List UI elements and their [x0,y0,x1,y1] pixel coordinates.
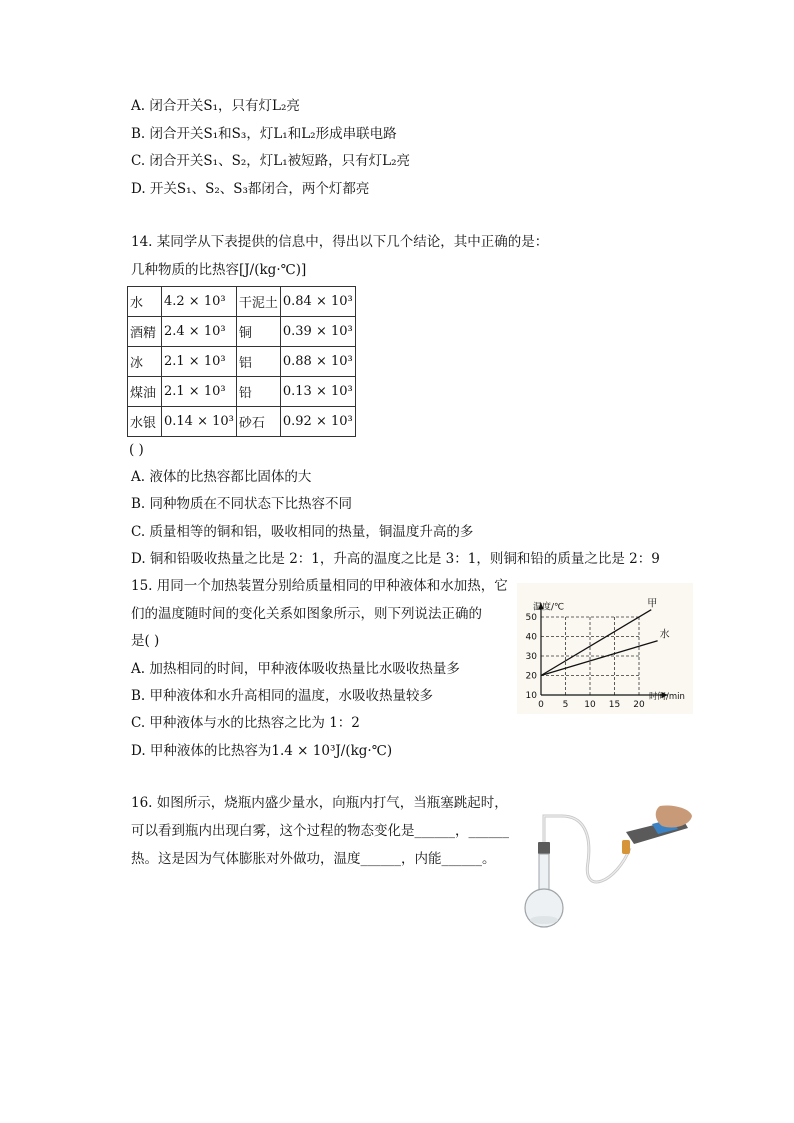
q16-line-3: 热。这是因为气体膨胀对外做功，温度______，内能______。 [131,851,496,867]
specific-heat-value: 0.39 × 10³ [280,317,355,347]
water-in-flask [530,916,558,924]
substance-name: 水银 [128,407,162,437]
substance-name: 水 [128,287,162,317]
specific-heat-value: 2.4 × 10³ [162,317,237,347]
specific-heat-value: 0.13 × 10³ [280,377,355,407]
x-tick-label: 20 [633,700,645,710]
y-tick-label: 50 [525,613,537,623]
substance-name: 干泥土 [236,287,280,317]
series-label: 水 [659,629,670,641]
substance-name: 酒精 [128,317,162,347]
table-row [128,287,356,317]
q13-option-a: A. 闭合开关S₁，只有灯L₂亮 [131,98,300,114]
substance-name: 铝 [236,347,280,377]
q15-stem-line-1: 15. 用同一个加热装置分别给质量相同的甲种液体和水加热，它 [131,578,508,594]
y-tick-label: 40 [525,632,537,643]
q14-answer-bracket: ( ) [129,442,144,458]
y-tick-label: 20 [525,671,537,682]
table-row [128,377,356,407]
q14-stem: 14. 某同学从下表提供的信息中，得出以下几个结论，其中正确的是： [131,234,549,250]
specific-heat-value: 0.88 × 10³ [280,347,355,377]
flask-pump-illustration [522,802,694,930]
x-tick-label: 15 [608,700,621,710]
substance-name: 煤油 [128,377,162,407]
substance-name: 铜 [236,317,280,347]
flask-neck [539,854,549,894]
q13-option-d: D. 开关S₁、S₂、S₃都闭合，两个灯都亮 [131,181,370,197]
q14-option-c: C. 质量相等的铜和铝，吸收相同的热量，铜温度升高的多 [131,524,474,540]
series-line [541,610,651,676]
specific-heat-value: 0.84 × 10³ [280,287,355,317]
q14-table-title: 几种物质的比热容[J/(kg·℃)] [131,262,307,278]
q16-line-2: 可以看到瓶内出现白雾，这个过程的物态变化是______，______ [131,823,509,839]
table-row [128,347,356,377]
specific-heat-value: 0.14 × 10³ [162,407,237,437]
x-axis-label: 时间/min [649,692,685,702]
q15-stem-line-2: 们的温度随时间的变化关系如图象所示，则下列说法正确的 [131,606,482,622]
specific-heat-value: 2.1 × 10³ [162,347,237,377]
q15-option-d: D. 甲种液体的比热容为1.4 × 10³J/(kg·℃) [131,743,393,759]
q14-option-d: D. 铜和铅吸收热量之比是 2：1，升高的温度之比是 3：1，则铜和铅的质量之比是 2：9 [131,551,660,567]
q13-option-b: B. 闭合开关S₁和S₃，灯L₁和L₂形成串联电路 [131,126,397,142]
x-tick-label: 10 [584,700,596,710]
table-row [128,317,356,347]
q15-option-c: C. 甲种液体与水的比热容之比为 1：2 [131,715,360,731]
q14-option-b: B. 同种物质在不同状态下比热容不同 [131,496,353,512]
hand-icon [656,805,692,827]
x-tick-label: 5 [562,700,569,710]
q15-option-b: B. 甲种液体和水升高相同的温度，水吸收热量较多 [131,688,434,704]
substance-name: 铅 [236,377,280,407]
tube-coupler [622,840,630,854]
specific-heat-value: 4.2 × 10³ [162,287,237,317]
series-line [541,641,658,676]
q15-stem-line-3: 是( ) [131,633,160,649]
specific-heat-table [127,286,356,437]
flask-stopper [538,842,550,854]
temperature-time-chart [517,583,693,714]
substance-name: 砂石 [236,407,280,437]
q14-option-a: A. 液体的比热容都比固体的大 [131,469,312,485]
series-label: 甲 [647,598,658,610]
substance-name: 冰 [128,347,162,377]
specific-heat-value: 2.1 × 10³ [162,377,237,407]
specific-heat-value: 0.92 × 10³ [280,407,355,437]
table-row [128,407,356,437]
y-tick-label: 30 [525,652,537,662]
q15-option-a: A. 加热相同的时间，甲种液体吸收热量比水吸收热量多 [131,661,460,677]
x-tick-label: 0 [538,700,544,710]
q16-line-1: 16. 如图所示，烧瓶内盛少量水，向瓶内打气，当瓶塞跳起时， [131,795,508,811]
y-axis-label: 温度/℃ [533,602,565,613]
y-tick-label: 10 [525,691,537,701]
q13-option-c: C. 闭合开关S₁、S₂，灯L₁被短路，只有灯L₂亮 [131,153,411,169]
